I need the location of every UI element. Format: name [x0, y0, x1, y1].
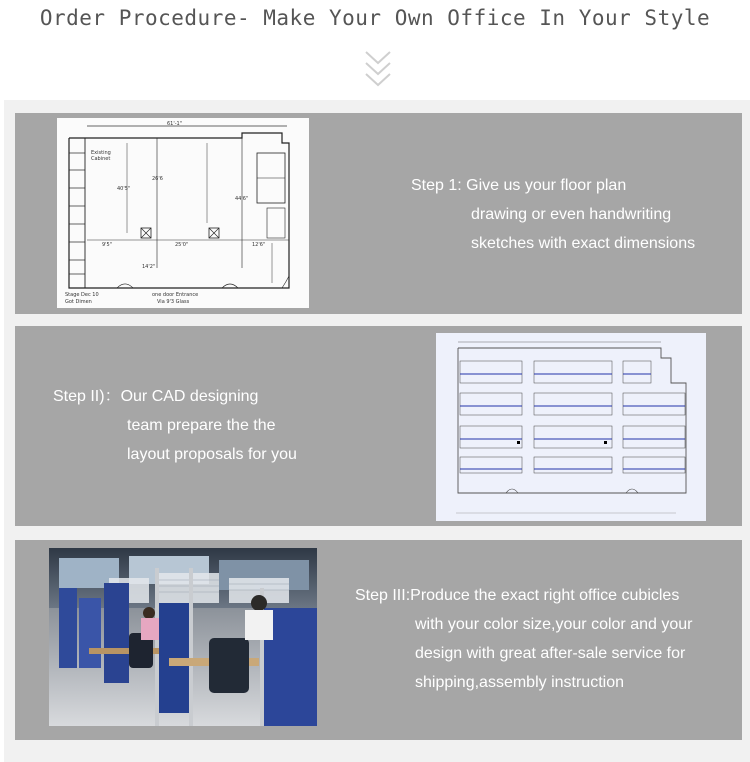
- step-1-card: [15, 113, 742, 314]
- svg-text:61'-1": 61'-1": [167, 121, 183, 127]
- step-3-card: [15, 540, 742, 740]
- svg-text:one door Entrance: one door Entrance: [152, 292, 199, 298]
- page-title: Order Procedure- Make Your Own Office In Your Style: [39, 6, 711, 30]
- svg-text:Stage Dec 10: Stage Dec 10: [65, 292, 99, 298]
- svg-text:Existing: Existing: [91, 150, 111, 156]
- step-3-line-4: shipping,assembly instruction: [415, 674, 624, 691]
- svg-text:26'6: 26'6: [152, 176, 163, 182]
- step-2-line-1: Step II)：Our CAD designing: [53, 388, 259, 405]
- svg-text:Via 9'3 Glass: Via 9'3 Glass: [157, 299, 190, 305]
- floor-plan-sketch-image: [57, 118, 309, 308]
- svg-text:9'5": 9'5": [102, 242, 113, 248]
- step-1-text: [411, 171, 695, 258]
- step-2-card: [15, 326, 742, 526]
- step-1-line-1: Step 1: Give us your floor plan: [411, 177, 627, 194]
- svg-text:40'5": 40'5": [117, 186, 131, 192]
- step-3-line-1: Step III:Produce the exact right office cubicles: [355, 587, 680, 604]
- step-1-line-3: sketches with exact dimensions: [471, 235, 696, 252]
- svg-text:Cabinet: Cabinet: [91, 156, 111, 162]
- cad-layout-image: [436, 333, 706, 521]
- chevron-down-icon: [361, 48, 395, 92]
- step-1-line-2: drawing or even handwriting: [471, 206, 672, 223]
- svg-text:14'2": 14'2": [142, 264, 156, 270]
- step-3-line-2: with your color size,your color and your: [415, 616, 693, 633]
- step-2-line-2: team prepare the the: [127, 417, 276, 434]
- svg-text:25'0": 25'0": [175, 242, 189, 248]
- svg-text:44'6": 44'6": [235, 196, 249, 202]
- svg-text:Got Dimen: Got Dimen: [65, 299, 92, 305]
- office-cubicles-photo: [49, 548, 317, 726]
- svg-text:12'6": 12'6": [252, 242, 266, 248]
- step-2-text: [53, 382, 297, 469]
- step-2-line-3: layout proposals for you: [127, 446, 297, 463]
- step-3-text: [355, 581, 692, 697]
- step-3-line-3: design with great after-sale service for: [415, 645, 686, 662]
